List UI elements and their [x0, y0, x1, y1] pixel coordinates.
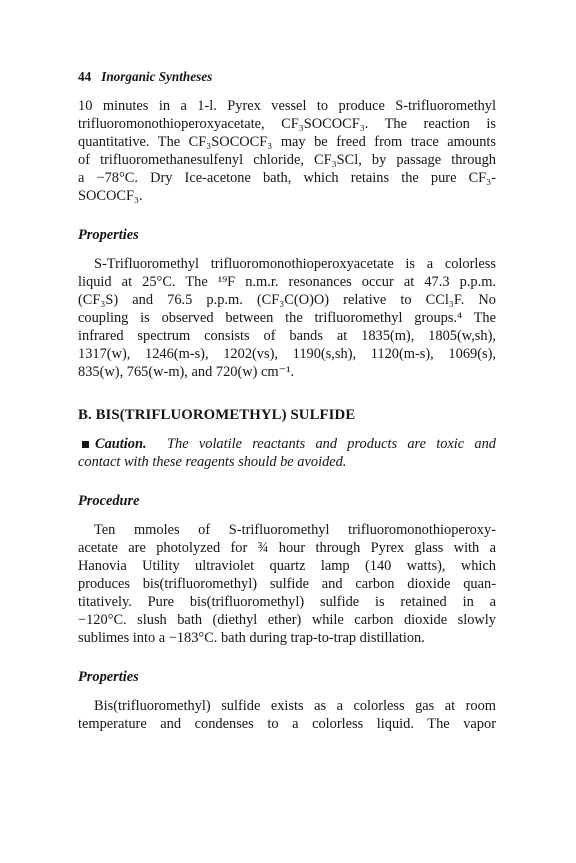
- para1-line-1: 10 minutes in a 1-l. Pyrex vessel to produce S-trifluoromethyl: [78, 98, 496, 114]
- para1-line-4: of trifluoromethanesulfenyl chloride, CF₃SCl, by passage through: [78, 152, 496, 168]
- section-b-heading: B. BIS(TRIFLUOROMETHYL) SULFIDE: [78, 407, 356, 423]
- para3-line-4: produces bis(trifluoromethyl) sulfide and carbon dioxide quan-: [78, 576, 496, 592]
- para1-line-5: a −78°C. Dry Ice-acetone bath, which retains the pure CF₃-: [78, 170, 496, 186]
- caution-label: Caution.: [95, 436, 147, 452]
- running-head: [78, 68, 212, 86]
- para4-line-1: Bis(trifluoromethyl) sulfide exists as a colorless gas at room: [94, 698, 496, 714]
- page-number: 44: [78, 69, 92, 84]
- para3-line-2: acetate are photolyzed for ¾ hour through Pyrex glass with a: [78, 540, 496, 556]
- running-title: Inorganic Syntheses: [101, 69, 213, 84]
- para2-line-6: 1317(w), 1246(m-s), 1202(vs), 1190(s,sh), 1120(m-s), 1069(s),: [78, 346, 496, 362]
- para1-line-2: trifluoromonothioperoxyacetate, CF₃SOCOCF₃. The reaction is: [78, 116, 496, 132]
- caution-square-icon: [82, 441, 89, 448]
- para3-line-1: Ten mmoles of S-trifluoromethyl trifluoromonothioperoxy-: [94, 522, 496, 538]
- procedure-heading: Procedure: [78, 493, 140, 509]
- para3-line-6: −120°C. slush bath (diethyl ether) while carbon dioxide slowly: [78, 612, 496, 628]
- para4-line-2: temperature and condenses to a colorless liquid. The vapor: [78, 716, 496, 732]
- para2-line-2: liquid at 25°C. The ¹⁹F n.m.r. resonances occur at 47.3 p.p.m.: [78, 274, 496, 290]
- para1-line-3: quantitative. The CF₃SOCOCF₃ may be freed from trace amounts: [78, 134, 496, 150]
- properties-heading-2: Properties: [78, 669, 139, 685]
- para2-line-7: 835(w), 765(w-m), and 720(w) cm⁻¹.: [78, 364, 295, 380]
- para3-line-3: Hanovia Utility ultraviolet quartz lamp (140 watts), which: [78, 558, 496, 574]
- caution-text-1: The volatile reactants and products are toxic and: [167, 436, 496, 452]
- para1-line-6: SOCOCF₃.: [78, 188, 143, 204]
- properties-heading-1: Properties: [78, 227, 139, 243]
- caution-line-2: contact with these reagents should be avoided.: [78, 454, 347, 470]
- para2-line-5: infrared spectrum consists of bands at 1835(m), 1805(w,sh),: [78, 328, 496, 344]
- para3-line-5: titatively. Pure bis(trifluoromethyl) sulfide is retained in a: [78, 594, 496, 610]
- para2-line-3: (CF₃S) and 76.5 p.p.m. (CF₃C(O)O) relative to CCl₃F. No: [78, 292, 496, 308]
- para2-line-1: S-Trifluoromethyl trifluoromonothioperoxyacetate is a colorless: [94, 256, 496, 272]
- caution-line-1: [78, 435, 496, 453]
- para3-line-7: sublimes into a −183°C. bath during trap-to-trap distillation.: [78, 630, 425, 646]
- para2-line-4: coupling is observed between the trifluoromethyl groups.⁴ The: [78, 310, 496, 326]
